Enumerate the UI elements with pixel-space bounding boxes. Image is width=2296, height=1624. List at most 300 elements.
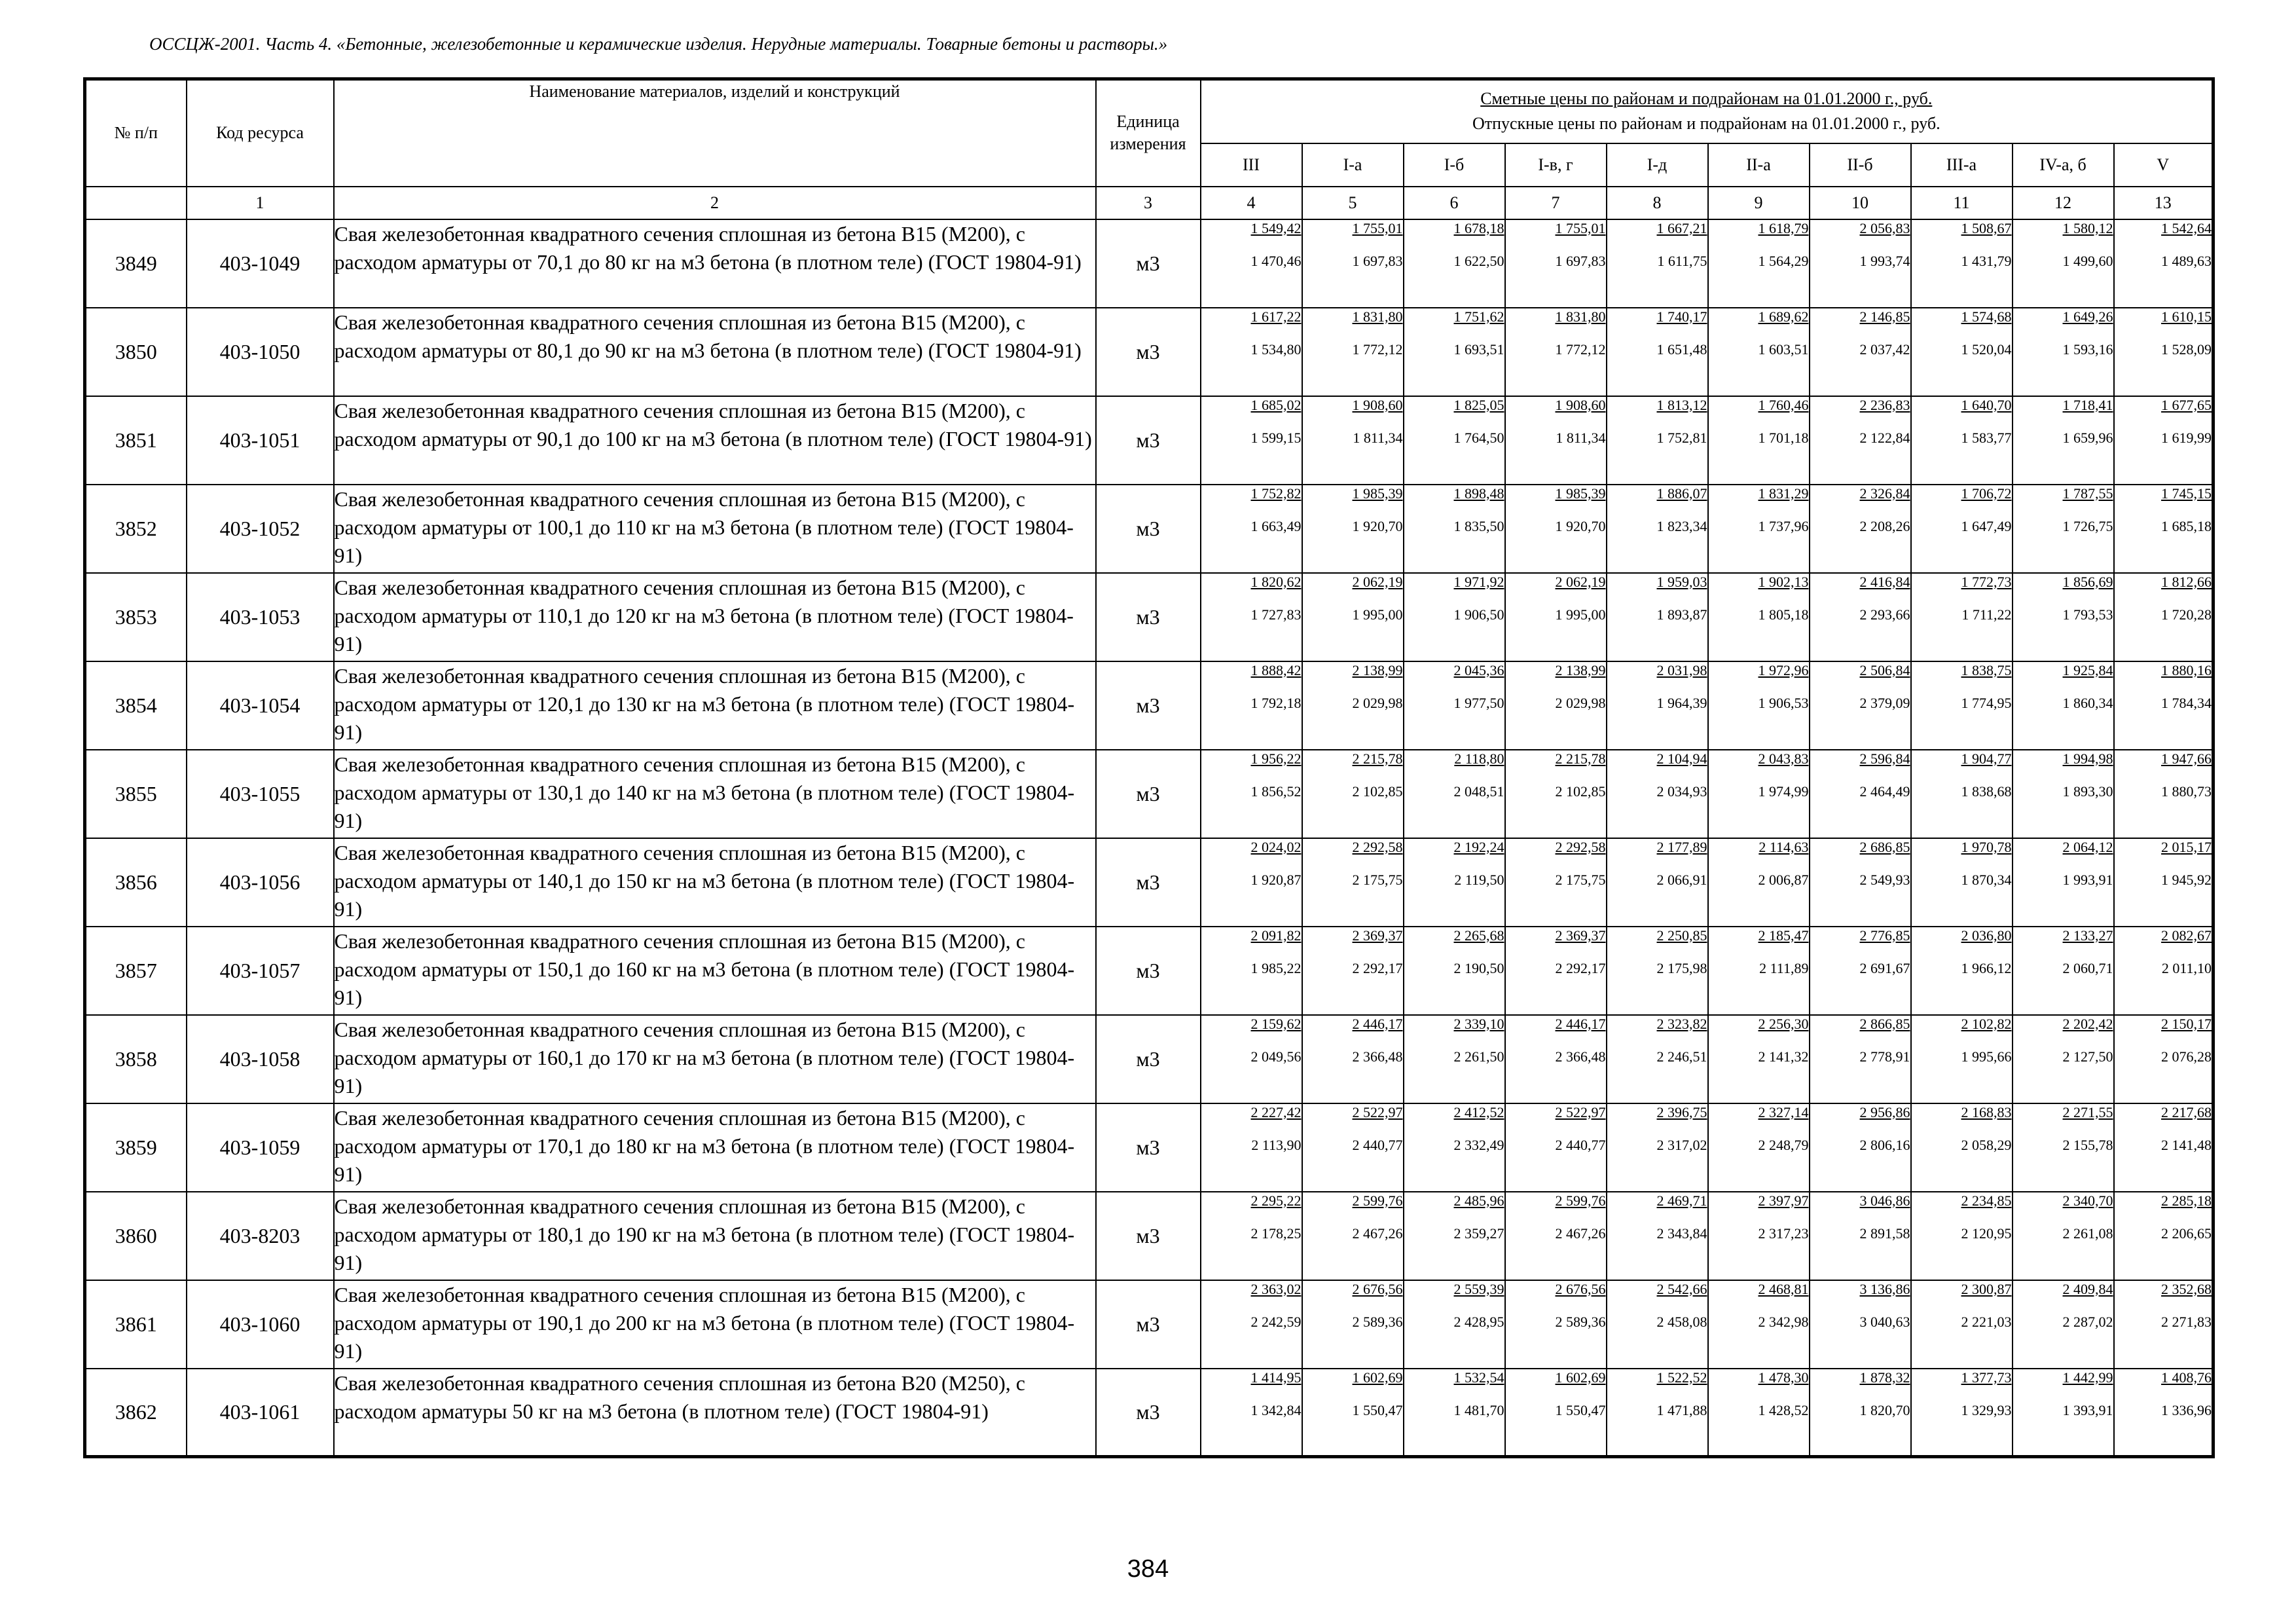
- release-price: 2 292,17: [1352, 959, 1403, 976]
- estimate-price: 2 234,85: [1961, 1192, 2012, 1209]
- price-cell: [1201, 573, 1302, 661]
- release-price: 2 175,75: [1555, 871, 1606, 888]
- estimate-price: 2 102,82: [1961, 1015, 2012, 1032]
- release-price: 1 920,70: [1555, 517, 1606, 534]
- estimate-price: 2 062,19: [1352, 573, 1403, 590]
- price-cell: [1201, 219, 1302, 308]
- price-cell: [1404, 1015, 1505, 1103]
- material-name: Свая железобетонная квадратного сечения сплошная из бетона В15 (М200), с расходом арматуры от 150,1 до 160 кг на м3 бетона (в плотном теле) (ГОСТ 19804-91): [334, 927, 1096, 1015]
- row-index: 3856: [85, 838, 187, 927]
- estimate-price: 2 256,30: [1758, 1015, 1809, 1032]
- release-price: 2 048,51: [1453, 783, 1504, 800]
- release-price: 2 261,08: [2062, 1225, 2113, 1242]
- release-price: 2 891,58: [1859, 1225, 1910, 1242]
- release-price: 2 221,03: [1961, 1313, 2012, 1330]
- estimate-price: 2 506,84: [1859, 661, 1910, 678]
- price-cell: [1911, 1103, 2013, 1192]
- column-number: 1: [187, 187, 334, 219]
- price-cell: [1505, 927, 1607, 1015]
- price-cell: [1607, 750, 1708, 838]
- release-price: 1 336,96: [2161, 1401, 2212, 1418]
- price-cell: [1708, 838, 1810, 927]
- price-cell: [1607, 838, 1708, 927]
- column-number: 2: [334, 187, 1096, 219]
- estimate-price: 1 880,16: [2161, 661, 2212, 678]
- estimate-price: 2 138,99: [1555, 661, 1606, 678]
- unit-of-measure: м3: [1096, 1280, 1201, 1369]
- estimate-price: 2 776,85: [1859, 927, 1910, 944]
- unit-of-measure: м3: [1096, 308, 1201, 396]
- price-cell: [1708, 308, 1810, 396]
- release-price: 2 006,87: [1758, 871, 1809, 888]
- release-price: 2 127,50: [2062, 1048, 2113, 1065]
- release-price: 1 964,39: [1656, 694, 1707, 711]
- estimate-price: 2 285,18: [2161, 1192, 2212, 1209]
- release-price: 1 726,75: [2062, 517, 2113, 534]
- unit-of-measure: м3: [1096, 1192, 1201, 1280]
- estimate-price: 1 898,48: [1453, 485, 1504, 502]
- price-cell: [2114, 1015, 2214, 1103]
- release-price: 2 293,66: [1859, 606, 1910, 623]
- estimate-price: 2 396,75: [1656, 1103, 1707, 1120]
- price-cell: [1607, 661, 1708, 750]
- estimate-price: 2 271,55: [2062, 1103, 2113, 1120]
- price-cell: [2013, 308, 2114, 396]
- unit-of-measure: м3: [1096, 1103, 1201, 1192]
- price-cell: [1201, 485, 1302, 573]
- release-price: 1 697,83: [1352, 252, 1403, 269]
- release-price: 2 806,16: [1859, 1136, 1910, 1153]
- release-price: 1 880,73: [2161, 783, 2212, 800]
- release-price: 2 287,02: [2062, 1313, 2113, 1330]
- price-cell: [1505, 661, 1607, 750]
- row-index: 3854: [85, 661, 187, 750]
- release-price: 2 120,95: [1961, 1225, 2012, 1242]
- price-cell: [1201, 1015, 1302, 1103]
- release-price: 2 058,29: [1961, 1136, 2012, 1153]
- price-cell: [1810, 750, 1911, 838]
- price-cell: [1505, 1192, 1607, 1280]
- column-number: 10: [1810, 187, 1911, 219]
- table-row: [85, 1280, 2214, 1369]
- price-cell: [1505, 485, 1607, 573]
- row-index: 3859: [85, 1103, 187, 1192]
- estimate-price: 2 686,85: [1859, 838, 1910, 855]
- release-price: 1 342,84: [1250, 1401, 1302, 1418]
- release-price: 1 856,52: [1250, 783, 1302, 800]
- estimate-price: 2 339,10: [1453, 1015, 1504, 1032]
- unit-of-measure: м3: [1096, 1015, 1201, 1103]
- estimate-price: 2 363,02: [1250, 1280, 1302, 1297]
- price-cell: [2013, 1280, 2114, 1369]
- estimate-price: 1 825,05: [1453, 396, 1504, 413]
- estimate-price: 2 596,84: [1859, 750, 1910, 767]
- price-cell: [1607, 927, 1708, 1015]
- row-index: 3861: [85, 1280, 187, 1369]
- release-price: 2 208,26: [1859, 517, 1910, 534]
- estimate-price: 2 227,42: [1250, 1103, 1302, 1120]
- estimate-price: 1 831,80: [1555, 308, 1606, 325]
- release-price: 1 564,29: [1758, 252, 1809, 269]
- estimate-price: 2 469,71: [1656, 1192, 1707, 1209]
- release-price: 2 102,85: [1555, 783, 1606, 800]
- price-cell: [1911, 1192, 2013, 1280]
- price-cell: [1810, 1103, 1911, 1192]
- price-cell: [2013, 1103, 2114, 1192]
- release-price: 1 583,77: [1961, 429, 2012, 446]
- estimate-price: 3 046,86: [1859, 1192, 1910, 1209]
- price-cell: [2114, 308, 2214, 396]
- release-price: 1 603,51: [1758, 341, 1809, 358]
- price-cell: [2114, 927, 2214, 1015]
- price-cell: [2114, 838, 2214, 927]
- price-cell: [1911, 573, 2013, 661]
- price-cell: [1302, 661, 1404, 750]
- table-row: [85, 308, 2214, 396]
- release-price: 1 697,83: [1555, 252, 1606, 269]
- price-cell: [1404, 750, 1505, 838]
- estimate-price: 2 146,85: [1859, 308, 1910, 325]
- estimate-price: 2 015,17: [2161, 838, 2212, 855]
- price-cell: [1404, 396, 1505, 485]
- price-cell: [1302, 308, 1404, 396]
- resource-code: 403-1058: [187, 1015, 334, 1103]
- resource-code: 403-1054: [187, 661, 334, 750]
- estimate-price: 2 446,17: [1555, 1015, 1606, 1032]
- estimate-price: 2 292,58: [1352, 838, 1403, 855]
- estimate-price: 2 031,98: [1656, 661, 1707, 678]
- release-price: 2 317,23: [1758, 1225, 1809, 1242]
- release-price: 1 431,79: [1961, 252, 2012, 269]
- unit-of-measure: м3: [1096, 661, 1201, 750]
- estimate-price: 1 755,01: [1555, 219, 1606, 236]
- row-index: 3851: [85, 396, 187, 485]
- estimate-price: 1 812,66: [2161, 573, 2212, 590]
- resource-code: 403-1050: [187, 308, 334, 396]
- column-number: 7: [1505, 187, 1607, 219]
- region-header: II-б: [1810, 143, 1911, 187]
- price-cell: [2013, 1192, 2114, 1280]
- price-cell: [1607, 1015, 1708, 1103]
- table-row: [85, 573, 2214, 661]
- column-number-blank: [85, 187, 187, 219]
- price-cell: [1708, 750, 1810, 838]
- column-number: 11: [1911, 187, 2013, 219]
- release-price: 1 611,75: [1657, 252, 1707, 269]
- estimate-price: 1 740,17: [1656, 308, 1707, 325]
- estimate-price: 1 522,52: [1656, 1369, 1707, 1386]
- release-price: 1 651,48: [1656, 341, 1707, 358]
- release-price: 2 206,65: [2161, 1225, 2212, 1242]
- release-price: 1 471,88: [1656, 1401, 1707, 1418]
- row-index: 3862: [85, 1369, 187, 1457]
- price-cell: [2114, 219, 2214, 308]
- price-cell: [1505, 219, 1607, 308]
- release-price: 1 835,50: [1453, 517, 1504, 534]
- header-prices: [1201, 79, 2214, 143]
- release-price: 1 993,91: [2062, 871, 2113, 888]
- header-name: Наименование материалов, изделий и конструкций: [334, 79, 1096, 187]
- estimate-price: 2 150,17: [2161, 1015, 2212, 1032]
- release-price: 2 175,75: [1352, 871, 1403, 888]
- price-cell: [1505, 573, 1607, 661]
- release-price: 2 366,48: [1555, 1048, 1606, 1065]
- estimate-price: 2 412,52: [1453, 1103, 1504, 1120]
- estimate-price: 2 091,82: [1250, 927, 1302, 944]
- price-cell: [1201, 1369, 1302, 1457]
- release-price: 1 593,16: [2062, 341, 2113, 358]
- resource-code: 403-1060: [187, 1280, 334, 1369]
- release-price: 1 993,74: [1859, 252, 1910, 269]
- material-name: Свая железобетонная квадратного сечения сплошная из бетона В15 (М200), с расходом арматуры от 70,1 до 80 кг на м3 бетона (в плотном теле) (ГОСТ 19804-91): [334, 219, 1096, 308]
- estimate-price: 1 908,60: [1555, 396, 1606, 413]
- estimate-price: 2 323,82: [1656, 1015, 1707, 1032]
- material-name: Свая железобетонная квадратного сечения сплошная из бетона В15 (М200), с расходом арматуры от 140,1 до 150 кг на м3 бетона (в плотном теле) (ГОСТ 19804-91): [334, 838, 1096, 927]
- material-name: Свая железобетонная квадратного сечения сплошная из бетона В15 (М200), с расходом арматуры от 130,1 до 140 кг на м3 бетона (в плотном теле) (ГОСТ 19804-91): [334, 750, 1096, 838]
- estimate-price: 2 138,99: [1352, 661, 1403, 678]
- release-price: 2 271,83: [2161, 1313, 2212, 1330]
- release-price: 2 467,26: [1352, 1225, 1403, 1242]
- material-name: Свая железобетонная квадратного сечения сплошная из бетона В20 (М250), с расходом арматуры 50 кг на м3 бетона (в плотном теле) (ГОСТ 19804-91): [334, 1369, 1096, 1457]
- price-cell: [1810, 1015, 1911, 1103]
- estimate-price: 2 599,76: [1555, 1192, 1606, 1209]
- price-cell: [1810, 485, 1911, 573]
- price-cell: [1607, 485, 1708, 573]
- estimate-price: 2 064,12: [2062, 838, 2113, 855]
- release-price: 2 440,77: [1352, 1136, 1403, 1153]
- price-cell: [1302, 1192, 1404, 1280]
- estimate-price: 1 580,12: [2062, 219, 2113, 236]
- price-cell: [2114, 661, 2214, 750]
- price-cell: [1302, 1280, 1404, 1369]
- estimate-price: 1 542,64: [2161, 219, 2212, 236]
- estimate-price: 1 508,67: [1961, 219, 2012, 236]
- release-price: 1 805,18: [1758, 606, 1809, 623]
- price-cell: [1810, 661, 1911, 750]
- price-cell: [1505, 1369, 1607, 1457]
- estimate-price: 1 947,66: [2161, 750, 2212, 767]
- price-cell: [1607, 396, 1708, 485]
- estimate-price: 2 118,80: [1454, 750, 1504, 767]
- price-cell: [1201, 308, 1302, 396]
- release-price: 1 470,46: [1250, 252, 1302, 269]
- unit-of-measure: м3: [1096, 927, 1201, 1015]
- price-cell: [2114, 750, 2214, 838]
- region-header: I-б: [1404, 143, 1505, 187]
- column-number: 13: [2114, 187, 2214, 219]
- estimate-price: 1 959,03: [1656, 573, 1707, 590]
- estimate-price: 1 831,80: [1352, 308, 1403, 325]
- estimate-price: 2 300,87: [1961, 1280, 2012, 1297]
- release-price: 2 119,50: [1454, 871, 1504, 888]
- estimate-price: 2 215,78: [1352, 750, 1403, 767]
- release-price: 1 920,87: [1250, 871, 1302, 888]
- price-cell: [1810, 219, 1911, 308]
- region-header: I-д: [1607, 143, 1708, 187]
- estimate-price: 1 972,96: [1758, 661, 1809, 678]
- release-price: 1 860,34: [2062, 694, 2113, 711]
- estimate-price: 1 685,02: [1250, 396, 1302, 413]
- row-index: 3860: [85, 1192, 187, 1280]
- release-price: 1 870,34: [1961, 871, 2012, 888]
- header-estimate-prices: Сметные цены по районам и подрайонам на 01.01.2000 г., руб.: [1480, 89, 1933, 109]
- release-price: 1 534,80: [1250, 341, 1302, 358]
- estimate-price: 2 168,83: [1961, 1103, 2012, 1120]
- estimate-price: 1 925,84: [2062, 661, 2113, 678]
- release-price: 1 428,52: [1758, 1401, 1809, 1418]
- release-price: 2 379,09: [1859, 694, 1910, 711]
- row-index: 3849: [85, 219, 187, 308]
- price-cell: [1302, 396, 1404, 485]
- estimate-price: 2 542,66: [1656, 1280, 1707, 1297]
- region-header: I-в, г: [1505, 143, 1607, 187]
- price-cell: [1505, 838, 1607, 927]
- release-price: 2 029,98: [1555, 694, 1606, 711]
- estimate-price: 1 532,54: [1453, 1369, 1504, 1386]
- table-row: [85, 927, 2214, 1015]
- release-price: 2 366,48: [1352, 1048, 1403, 1065]
- column-number: 5: [1302, 187, 1404, 219]
- price-cell: [1810, 1192, 1911, 1280]
- price-cell: [1607, 573, 1708, 661]
- price-cell: [1302, 1015, 1404, 1103]
- release-price: 2 332,49: [1453, 1136, 1504, 1153]
- price-cell: [1404, 661, 1505, 750]
- estimate-price: 1 787,55: [2062, 485, 2113, 502]
- price-cell: [1607, 1103, 1708, 1192]
- release-price: 1 663,49: [1250, 517, 1302, 534]
- price-cell: [1911, 750, 2013, 838]
- table-row: [85, 1015, 2214, 1103]
- estimate-price: 1 618,79: [1758, 219, 1809, 236]
- estimate-price: 2 599,76: [1352, 1192, 1403, 1209]
- column-number: 4: [1201, 187, 1302, 219]
- resource-code: 403-1059: [187, 1103, 334, 1192]
- price-cell: [1911, 485, 2013, 573]
- release-price: 2 049,56: [1250, 1048, 1302, 1065]
- release-price: 2 589,36: [1555, 1313, 1606, 1330]
- price-cell: [1302, 838, 1404, 927]
- price-cell: [1810, 838, 1911, 927]
- price-cell: [2013, 573, 2114, 661]
- estimate-price: 1 985,39: [1352, 485, 1403, 502]
- estimate-price: 2 326,84: [1859, 485, 1910, 502]
- price-cell: [1505, 396, 1607, 485]
- estimate-price: 1 478,30: [1758, 1369, 1809, 1386]
- estimate-price: 3 136,86: [1859, 1280, 1910, 1297]
- release-price: 2 190,50: [1453, 959, 1504, 976]
- estimate-price: 2 397,97: [1758, 1192, 1809, 1209]
- resource-code: 403-1056: [187, 838, 334, 927]
- material-name: Свая железобетонная квадратного сечения сплошная из бетона В15 (М200), с расходом арматуры от 120,1 до 130 кг на м3 бетона (в плотном теле) (ГОСТ 19804-91): [334, 661, 1096, 750]
- release-price: 2 440,77: [1555, 1136, 1606, 1153]
- material-name: Свая железобетонная квадратного сечения сплошная из бетона В15 (М200), с расходом арматуры от 110,1 до 120 кг на м3 бетона (в плотном теле) (ГОСТ 19804-91): [334, 573, 1096, 661]
- price-cell: [2114, 1369, 2214, 1457]
- price-cell: [1708, 661, 1810, 750]
- estimate-price: 1 994,98: [2062, 750, 2113, 767]
- row-index: 3855: [85, 750, 187, 838]
- release-price: 1 977,50: [1453, 694, 1504, 711]
- price-cell: [1201, 750, 1302, 838]
- release-price: 1 520,04: [1961, 341, 2012, 358]
- price-cell: [1607, 1369, 1708, 1457]
- estimate-price: 2 676,56: [1555, 1280, 1606, 1297]
- resource-code: 403-1055: [187, 750, 334, 838]
- estimate-price: 1 718,41: [2062, 396, 2113, 413]
- estimate-price: 1 971,92: [1453, 573, 1504, 590]
- estimate-price: 1 574,68: [1961, 308, 2012, 325]
- estimate-price: 2 062,19: [1555, 573, 1606, 590]
- release-price: 2 778,91: [1859, 1048, 1910, 1065]
- price-cell: [1708, 927, 1810, 1015]
- estimate-price: 2 104,94: [1656, 750, 1707, 767]
- release-price: 2 037,42: [1859, 341, 1910, 358]
- estimate-price: 2 416,84: [1859, 573, 1910, 590]
- estimate-price: 2 522,97: [1555, 1103, 1606, 1120]
- price-cell: [1404, 308, 1505, 396]
- estimate-price: 2 866,85: [1859, 1015, 1910, 1032]
- release-price: 1 784,34: [2161, 694, 2212, 711]
- price-cell: [1911, 1280, 2013, 1369]
- table-row: [85, 1103, 2214, 1192]
- release-price: 1 599,15: [1250, 429, 1302, 446]
- estimate-price: 2 676,56: [1352, 1280, 1403, 1297]
- row-index: 3850: [85, 308, 187, 396]
- price-cell: [2013, 661, 2114, 750]
- price-cell: [2114, 1103, 2214, 1192]
- price-cell: [1810, 573, 1911, 661]
- release-price: 2 464,49: [1859, 783, 1910, 800]
- estimate-price: 2 217,68: [2161, 1103, 2212, 1120]
- price-cell: [1911, 1369, 2013, 1457]
- estimate-price: 2 522,97: [1352, 1103, 1403, 1120]
- unit-of-measure: м3: [1096, 838, 1201, 927]
- release-price: 2 029,98: [1352, 694, 1403, 711]
- release-price: 1 711,22: [1961, 606, 2012, 623]
- estimate-price: 1 689,62: [1758, 308, 1809, 325]
- price-cell: [1302, 219, 1404, 308]
- price-cell: [1708, 1280, 1810, 1369]
- release-price: 1 499,60: [2062, 252, 2113, 269]
- resource-code: 403-1053: [187, 573, 334, 661]
- estimate-price: 1 820,62: [1250, 573, 1302, 590]
- price-cell: [1708, 485, 1810, 573]
- table-row: [85, 1369, 2214, 1457]
- material-name: Свая железобетонная квадратного сечения сплошная из бетона В15 (М200), с расходом арматуры от 100,1 до 110 кг на м3 бетона (в плотном теле) (ГОСТ 19804-91): [334, 485, 1096, 573]
- price-cell: [1302, 927, 1404, 1015]
- price-cell: [1911, 308, 2013, 396]
- release-price: 1 920,70: [1352, 517, 1403, 534]
- column-number: 12: [2013, 187, 2114, 219]
- estimate-price: 2 446,17: [1352, 1015, 1403, 1032]
- estimate-price: 1 610,15: [2161, 308, 2212, 325]
- release-price: 2 458,08: [1656, 1313, 1707, 1330]
- header-index: № п/п: [85, 79, 187, 187]
- estimate-price: 2 202,42: [2062, 1015, 2113, 1032]
- price-cell: [1404, 1280, 1505, 1369]
- price-cell: [1505, 1103, 1607, 1192]
- price-cell: [1404, 573, 1505, 661]
- price-cell: [1911, 661, 2013, 750]
- release-price: 2 589,36: [1352, 1313, 1403, 1330]
- estimate-price: 1 617,22: [1250, 308, 1302, 325]
- price-cell: [1708, 573, 1810, 661]
- release-price: 2 034,93: [1656, 783, 1707, 800]
- unit-of-measure: м3: [1096, 219, 1201, 308]
- material-name: Свая железобетонная квадратного сечения сплошная из бетона В15 (М200), с расходом арматуры от 180,1 до 190 кг на м3 бетона (в плотном теле) (ГОСТ 19804-91): [334, 1192, 1096, 1280]
- price-cell: [1201, 1103, 1302, 1192]
- release-price: 1 792,18: [1250, 694, 1302, 711]
